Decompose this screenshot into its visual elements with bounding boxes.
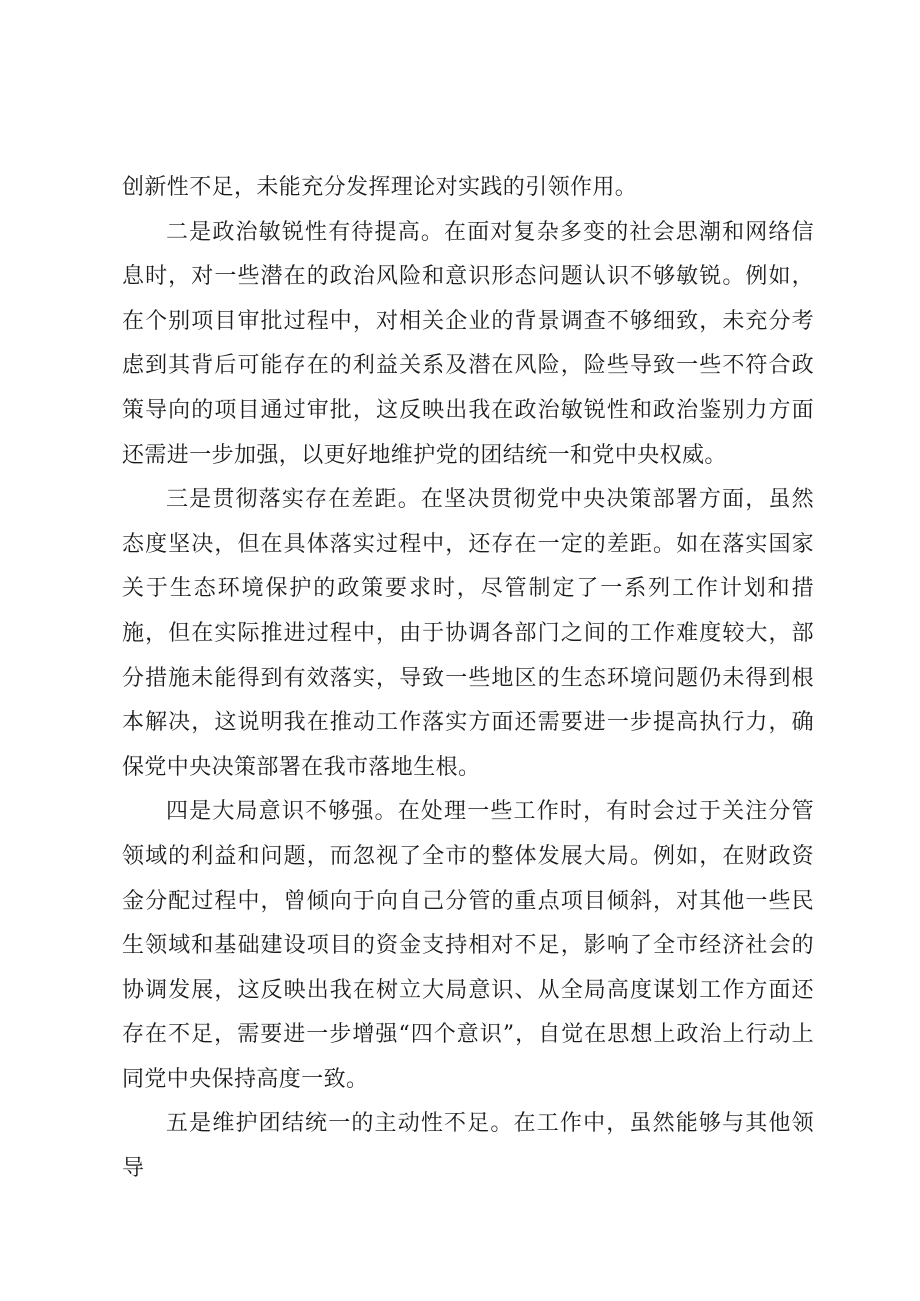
paragraph-1: 创新性不足，未能充分发挥理论对实践的引领作用。 xyxy=(122,175,638,200)
paragraph-2: 二是政治敏锐性有待提高。在面对复杂多变的社会思潮和网络信息时，对一些潜在的政治风险和意识形态问题认识不够敏锐。例如，在个别项目审批过程中，对相关企业的背景调查不够细致，未充分考虑到其背后可能存在的利益关系及潜在风险，险些导致一些不符合政策导向的项目通过审批，这反映出我在政治敏锐性和政治鉴别力方面还需进一步加强，以更好地维护党的团结统一和党中央权威。 xyxy=(122,219,814,468)
paragraph-5: 五是维护团结统一的主动性不足。在工作中，虽然能够与其他领导 xyxy=(122,1111,814,1182)
document-body xyxy=(122,166,814,1192)
paragraph-4: 四是大局意识不够强。在处理一些工作时，有时会过于关注分管领域的利益和问题，而忽视了全市的整体发展大局。例如，在财政资金分配过程中，曾倾向于向自己分管的重点项目倾斜，对其他一些民生领域和基础建设项目的资金支持相对不足，影响了全市经济社会的协调发展，这反映出我在树立大局意识、从全局高度谋划工作方面还存在不足，需要进一步增强“四个意识”，自觉在思想上政治上行动上同党中央保持高度一致。 xyxy=(122,799,814,1092)
paragraph-3: 三是贯彻落实存在差距。在坚决贯彻党中央决策部署方面，虽然态度坚决，但在具体落实过程中，还存在一定的差距。如在落实国家关于生态环境保护的政策要求时，尽管制定了一系列工作计划和措施，但在实际推进过程中，由于协调各部门之间的工作难度较大，部分措施未能得到有效落实，导致一些地区的生态环境问题仍未得到根本解决，这说明我在推动工作落实方面还需要进一步提高执行力，确保党中央决策部署在我市落地生根。 xyxy=(122,487,814,780)
